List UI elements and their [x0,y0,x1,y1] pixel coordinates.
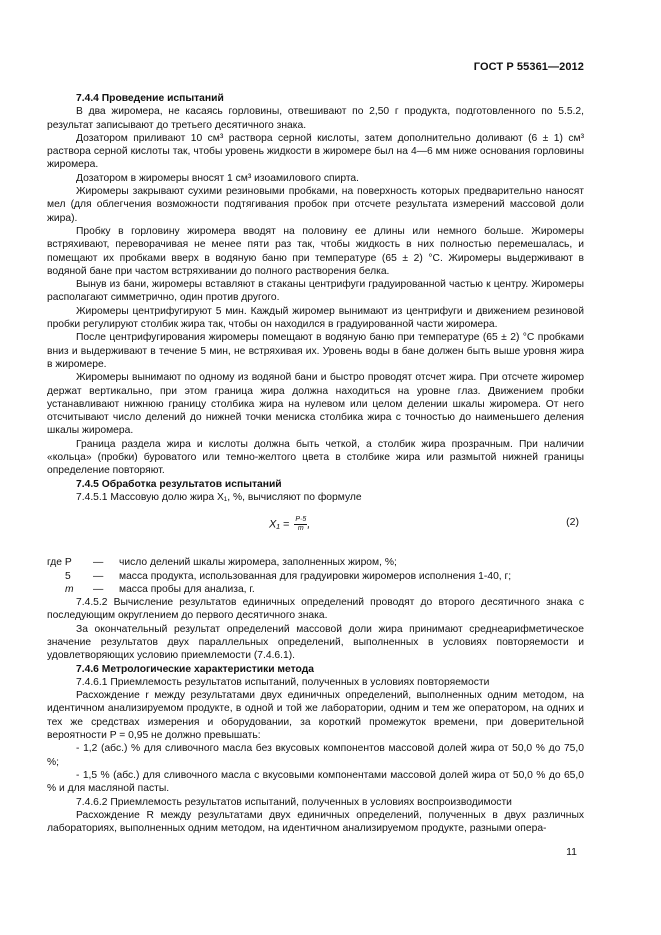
where-row [47,583,584,596]
paragraph: 7.4.5.2 Вычисление результатов единичных определений проводят до второго десятичного знака с последующим округлением до первого десятичного знака. [47,597,584,622]
paragraph: 7.4.6.1 Приемлемость результатов испытаний, полученных в условиях повторяемости [76,676,490,688]
paragraph: Вынув из бани, жиромеры вставляют в стаканы центрифуги градуированной частью к центру. Жиромеры располагают симметрично, один против другого. [47,279,584,304]
formula-fraction [294,516,307,533]
paragraph: Граница раздела жира и кислоты должна быть четкой, а столбик жира прозрачным. При наличии «кольца» (пробки) буроватого или темно-желтого цвета в столбике жира или размытой нижней границы определение повторяют. [47,438,584,477]
standard-header: ГОСТ Р 55361—2012 [473,61,584,73]
paragraph: Жиромеры центрифугируют 5 мин. Каждый жиромер вынимают из центрифуги и движением резиновой пробки регулируют столбик жира так, чтобы он находился в градуированной части жиромера. [47,305,584,331]
paragraph: 7.4.5.1 Массовую долю жира Х₁, %, вычисляют по формуле [76,491,362,503]
paragraph: Дозатором в жиромеры вносят 1 см³ изоамилового спирта. [76,172,360,184]
where-text: число делений шкалы жиромера, заполненных жиром, %; [119,557,397,569]
where-row [47,570,584,583]
formula-suffix: , [307,518,311,531]
formula-denominator: m [297,525,304,533]
formula-numerator: P·5 [295,516,307,524]
paragraph: Жиромеры закрывают сухими резиновыми пробками, на поверхность которых предварительно наносят мел (для облегчения возможности подтягивания пробок при отсчете результата измерений массовой доли жира). [47,186,584,224]
paragraph: 7.4.6.2 Приемлемость результатов испытаний, полученных в условиях воспроизводимости [76,796,512,808]
where-symbol: 5 [65,570,71,582]
paragraph: - 1,2 (абс.) % для сливочного масла без вкусовых компонентов массовой долей жира от 50,0 % до 75,0 %; [47,743,584,768]
where-text: масса продукта, использованная для градуировки жиромеров исполнения 1-40, г; [119,570,512,582]
formula-2 [47,512,584,544]
formula-expression [269,516,310,533]
section-heading-7-4-5: 7.4.5 Обработка результатов испытаний [76,478,282,490]
paragraph: Расхождение R между результатами двух единичных определений, полученных в двух различных лабораториях, выполненных одним методом, на идентичном анализируемом продукте, разными опера- [47,809,584,835]
paragraph: Дозатором приливают 10 см³ раствора серной кислоты, затем дополнительно доливают (6 ± 1) см³ раствора серной кислоты так, чтобы уровень жидкости в жиромере был на 4—6 мм ниже основания горловины жиромера. [47,132,584,171]
where-row [47,556,584,569]
paragraph: - 1,5 % (абс.) для сливочного масла с вкусовыми компонентами массовой долей жира от 50,0 % до 65,0 % и для масляной пасты. [47,769,584,795]
where-dash: — [93,583,104,595]
paragraph: Жиромеры вынимают по одному из водяной бани и быстро проводят отсчет жира. При отсчете жиромер держат вертикально, при этом граница жира должна находиться на уровне глаз. Движением пробки устанавливают нижнюю границу столбика жира на нулевом или целом делении шкалы жиромера. От него отсчитывают число делений до нижней точки мениска столбика жира с точностью до наименьшего деления шкалы жиромера. [47,372,584,437]
paragraph: Расхождение r между результатами двух единичных определений, выполненных одним методом, на идентичном анализируемом продукте, в одной и той же лаборатории, одним и тем же оператором, на одних и тех же средствах измерения и оборудовании, за короткий промежуток времени, при доверительной вероятности P = 0,95 не должно превышать: [47,690,584,742]
paragraph: Пробку в горловину жиромера вводят на половину ее длины или немного больше. Жиромеры встряхивают, переворачивая не менее пяти раз так, чтобы жидкость в них полностью перемешалась, и помещают их пробками вверх в водяную баню при температуре (65 ± 2) °С. Жиромеры выдерживают в водяной бане при частом встряхивании до полного растворения белка. [47,225,584,277]
where-symbol: где P [47,557,72,569]
document-body [47,92,584,835]
section-heading-7-4-6: 7.4.6 Метрологические характеристики метода [76,663,314,675]
formula-number: (2) [566,516,579,529]
formula-lhs: X₁ = [269,518,290,531]
paragraph: После центрифугирования жиромеры помещают в водяную баню при температуре (65 ± 2) °С пробками вниз и выдерживают в течение 5 мин, не встряхивая их. Уровень воды в бане должен быть выше уровня жира в жиромере. [47,332,584,370]
where-dash: — [93,570,104,582]
where-dash: — [93,557,104,569]
paragraph: В два жиромера, не касаясь горловины, отвешивают по 2,50 г продукта, подготовленного по 5.5.2, результат записывают до третьего десятичного знака. [47,106,584,131]
paragraph: За окончательный результат определений массовой доли жира принимают среднеарифметическое значение результатов двух параллельных определений, выполненных в условиях повторяемости и удовлетворяющих условию приемлемости (7.4.6.1). [47,623,584,662]
where-legend [47,556,584,596]
where-symbol: m [65,583,74,595]
where-text: масса пробы для анализа, г. [119,583,255,595]
section-heading-7-4-4: 7.4.4 Проведение испытаний [76,93,224,104]
page-number: 11 [566,846,577,858]
